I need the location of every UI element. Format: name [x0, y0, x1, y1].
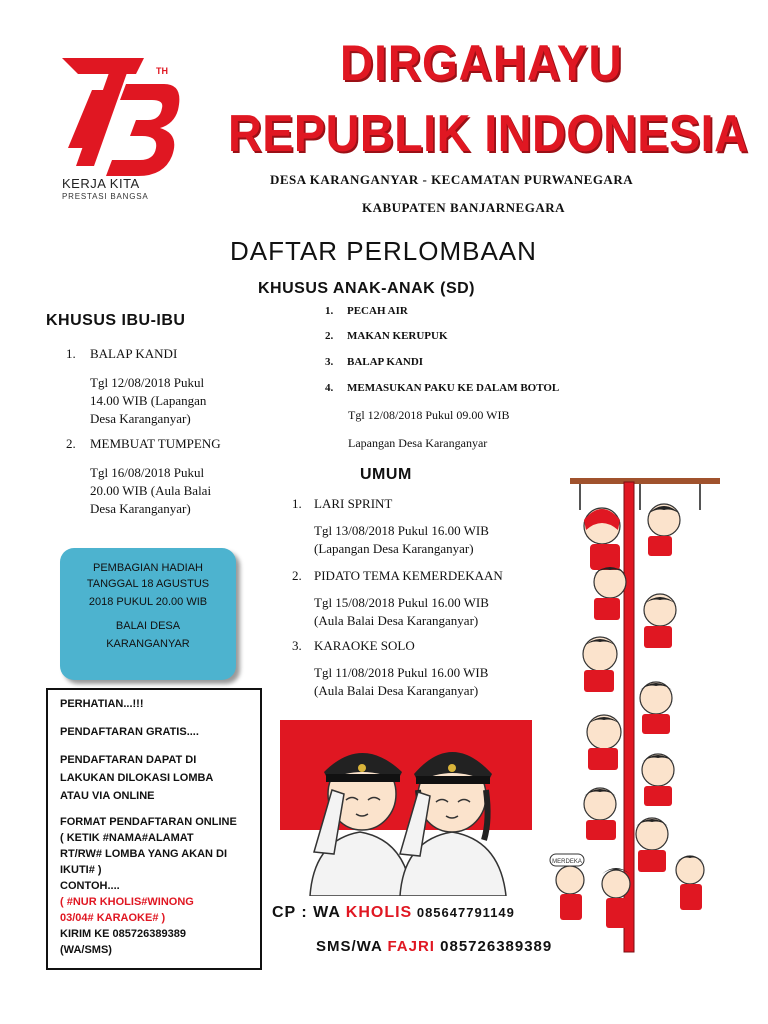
list-item: 1. PECAH AIR: [325, 305, 408, 317]
list-item: 3. KARAOKE SOLO: [292, 638, 415, 653]
list-item: 4. MEMASUKAN PAKU KE DALAM BOTOL: [325, 382, 560, 394]
title-line-1: DIRGAHAYU: [340, 35, 623, 91]
list-item: 2. MEMBUAT TUMPENG: [66, 436, 221, 451]
location-line-2: KABUPATEN BANJARNEGARA: [362, 200, 565, 215]
ibu-item-detail: Tgl 16/08/2018 Pukul 20.00 WIB (Aula Balai Desa Karanganyar): [90, 465, 212, 516]
list-item: 3. BALAP KANDI: [325, 356, 424, 368]
kids-badge-text: MERDEKA: [552, 859, 582, 865]
saluting-cadets-illustration: [280, 720, 532, 896]
title-line-2: REPUBLIK INDONESIA: [228, 105, 749, 163]
page-heading: DAFTAR PERLOMBAAN: [230, 236, 537, 266]
anak-heading: KHUSUS ANAK-ANAK (SD): [258, 280, 476, 297]
ibu-heading: KHUSUS IBU-IBU: [46, 312, 186, 329]
contact-line-1: CP : WA KHOLIS 085647791149: [272, 904, 515, 921]
logo-th-label: TH: [156, 66, 168, 76]
anak-schedule: Tgl 12/08/2018 Pukul 09.00 WIB: [348, 408, 510, 422]
list-item: 2. MAKAN KERUPUK: [325, 330, 448, 342]
ibu-item-detail: Tgl 12/08/2018 Pukul 14.00 WIB (Lapangan Desa Karanganyar): [90, 375, 207, 426]
umum-item-detail: Tgl 13/08/2018 Pukul 16.00 WIB (Lapangan Desa Karanganyar): [314, 523, 489, 556]
notice-box: PERHATIAN...!!! PENDAFTARAN GRATIS.... PENDAFTARAN DAPAT DI LAKUKAN DILOKASI LOMBA ATAU VIA ONLINE FORMAT PENDAFTARAN ONLINE ( KETIK #NAMA#ALAMAT RT/RW# LOMBA YANG AKAN DI IKUTI# ) CONTOH.... ( #NUR KHOLIS#WINONG 03/04# KARAOKE# ) KIRIM KE 085726389389 (WA/SMS): [46, 688, 262, 970]
umum-item-detail: Tgl 11/08/2018 Pukul 16.00 WIB (Aula Balai Desa Karanganyar): [314, 665, 489, 698]
umum-item-detail: Tgl 15/08/2018 Pukul 16.00 WIB (Aula Balai Desa Karanganyar): [314, 595, 489, 628]
list-item: 2. PIDATO TEMA KEMERDEKAAN: [292, 568, 503, 583]
anak-place: Lapangan Desa Karanganyar: [348, 436, 488, 450]
prize-info-box: PEMBAGIAN HADIAH TANGGAL 18 AGUSTUS 2018 PUKUL 20.00 WIB BALAI DESA KARANGANYAR: [60, 548, 236, 680]
kids-climbing-pole-illustration: [540, 470, 760, 960]
contact-line-2: SMS/WA FAJRI 085726389389: [316, 938, 553, 955]
logo-tagline-2: PRESTASI BANGSA: [62, 192, 149, 201]
location-line-1: DESA KARANGANYAR - KECAMATAN PURWANEGARA: [270, 172, 634, 187]
logo-tagline-1: KERJA KITA: [62, 176, 140, 191]
list-item: 1. LARI SPRINT: [292, 496, 393, 511]
umum-heading: UMUM: [360, 466, 412, 483]
list-item: 1. BALAP KANDI: [66, 346, 178, 361]
